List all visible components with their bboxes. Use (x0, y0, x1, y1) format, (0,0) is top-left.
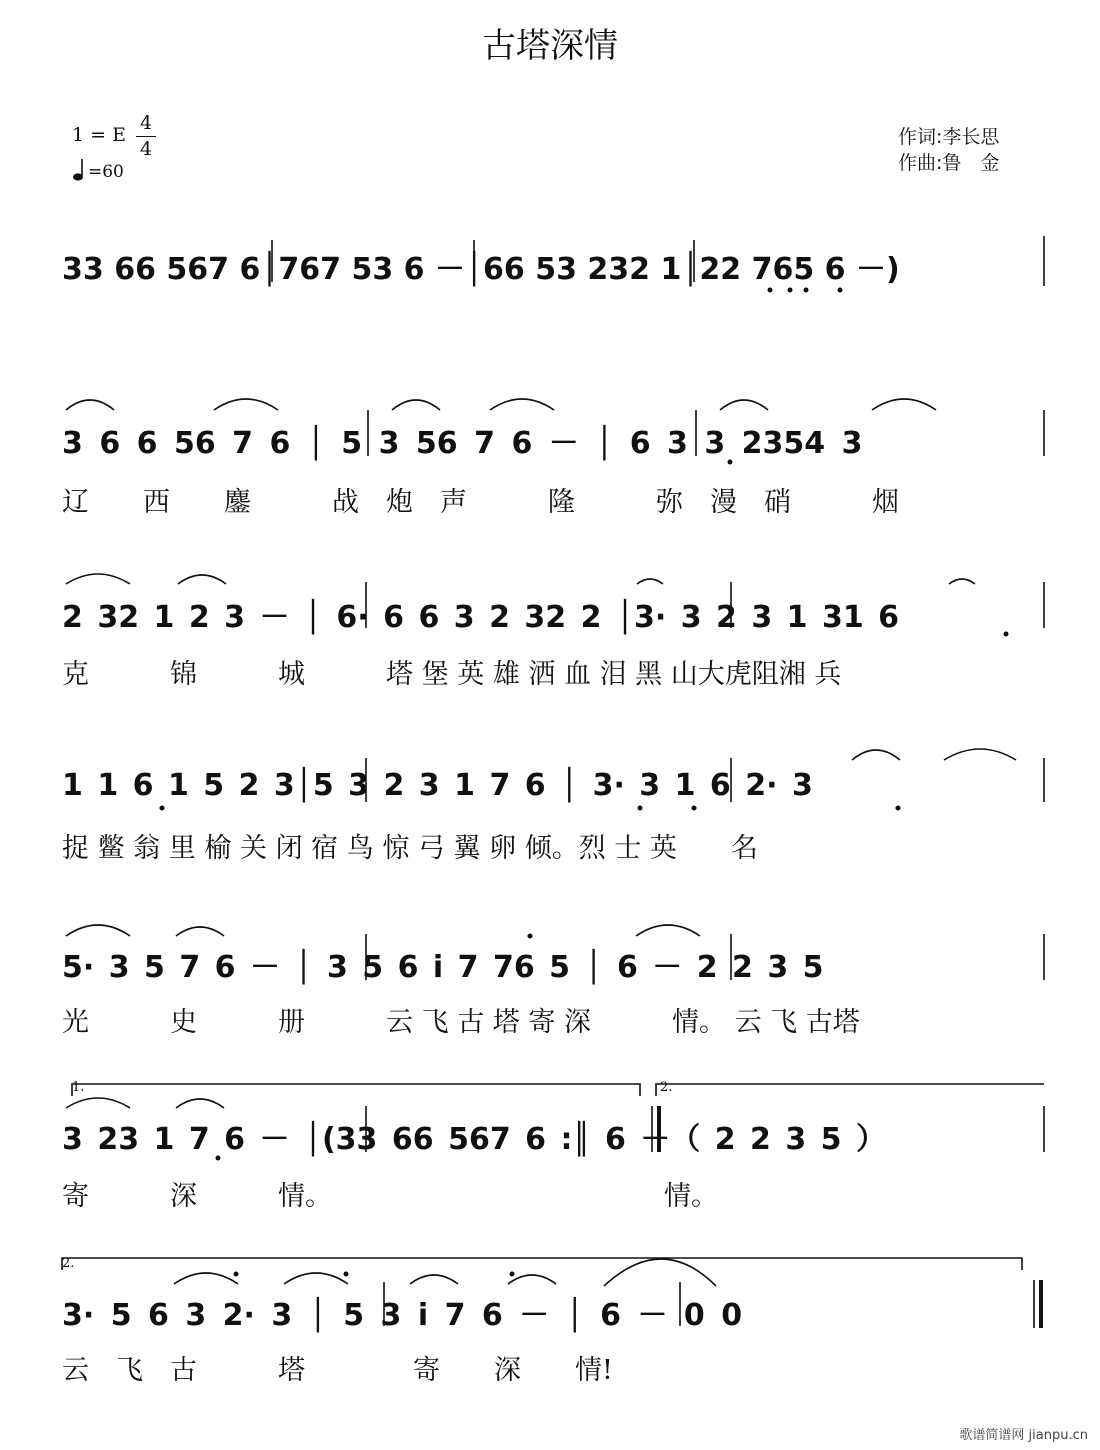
score-line-4: 1 1 6 1 5 2 3│5 3 2 3 1 7 6 │ 3· 3 1 6 2· 3 (62, 768, 813, 803)
key-signature: 1 = E (72, 124, 126, 146)
watermark: 歌谱简谱网 jianpu.cn (959, 1428, 1088, 1443)
volta-1-label: 1. (72, 1080, 85, 1095)
lyrics-line-4: 捉 鳖 翁 里 榆 关 闭 宿 鸟 惊 弓 翼 卵 倾。烈 士 英 名 (62, 833, 758, 864)
volta-2-label: 2. (660, 1080, 673, 1095)
lyrics-line-6-ending: 情。 (664, 1181, 718, 1212)
lyricist-credit: 作词:李长思 (898, 126, 1000, 148)
time-signature-bottom: 4 (140, 138, 153, 160)
lyrics-line-7: 云 飞 古 塔 寄 深 情! (62, 1355, 613, 1386)
time-signature-top: 4 (140, 112, 153, 134)
score-line-7: 3· 5 6 3 2· 3 │ 5 3 i 7 6 － │ 6 － 0 0 (62, 1298, 743, 1333)
score-line-2: 3 6 6 56 7 6 │ 5 3 56 7 6 － │ 6 3 3 2354 3 (62, 426, 863, 461)
lyrics-line-5: 光 史 册 云 飞 古 塔 寄 深 情。 云 飞 古塔 (62, 1007, 860, 1038)
song-title: 古塔深情 (482, 26, 618, 66)
score-line-6: 3 23 1 7 6 － │(33 66 567 6 :║ 6 －（ 2 2 3 5 ） (62, 1122, 886, 1157)
score-line-1: 33 66 567 6│767 53 6 －│66 53 232 1│22 765 6 －) (62, 252, 900, 287)
lyrics-line-3: 克 锦 城 塔 堡 英 雄 洒 血 泪 黑 山大虎阻湘 兵 (62, 659, 842, 690)
score-line-3: 2 32 1 2 3 － │ 6· 6 6 3 2 32 2 │3· 3 2 3 1 31 6 (62, 600, 900, 635)
score-line-5: 5· 3 5 7 6 － │ 3 5 6 i 7 76 5 │ 6 － 2 2 3 5 (62, 950, 824, 985)
composer-credit: 作曲:鲁 金 (898, 152, 1000, 174)
volta-2-label-final: 2. (62, 1256, 75, 1271)
lyrics-line-2: 辽 西 鏖 战 炮 声 隆 弥 漫 硝 烟 (62, 487, 899, 518)
tempo: =60 (88, 162, 124, 182)
lyrics-line-6: 寄 深 情。 (62, 1181, 332, 1212)
